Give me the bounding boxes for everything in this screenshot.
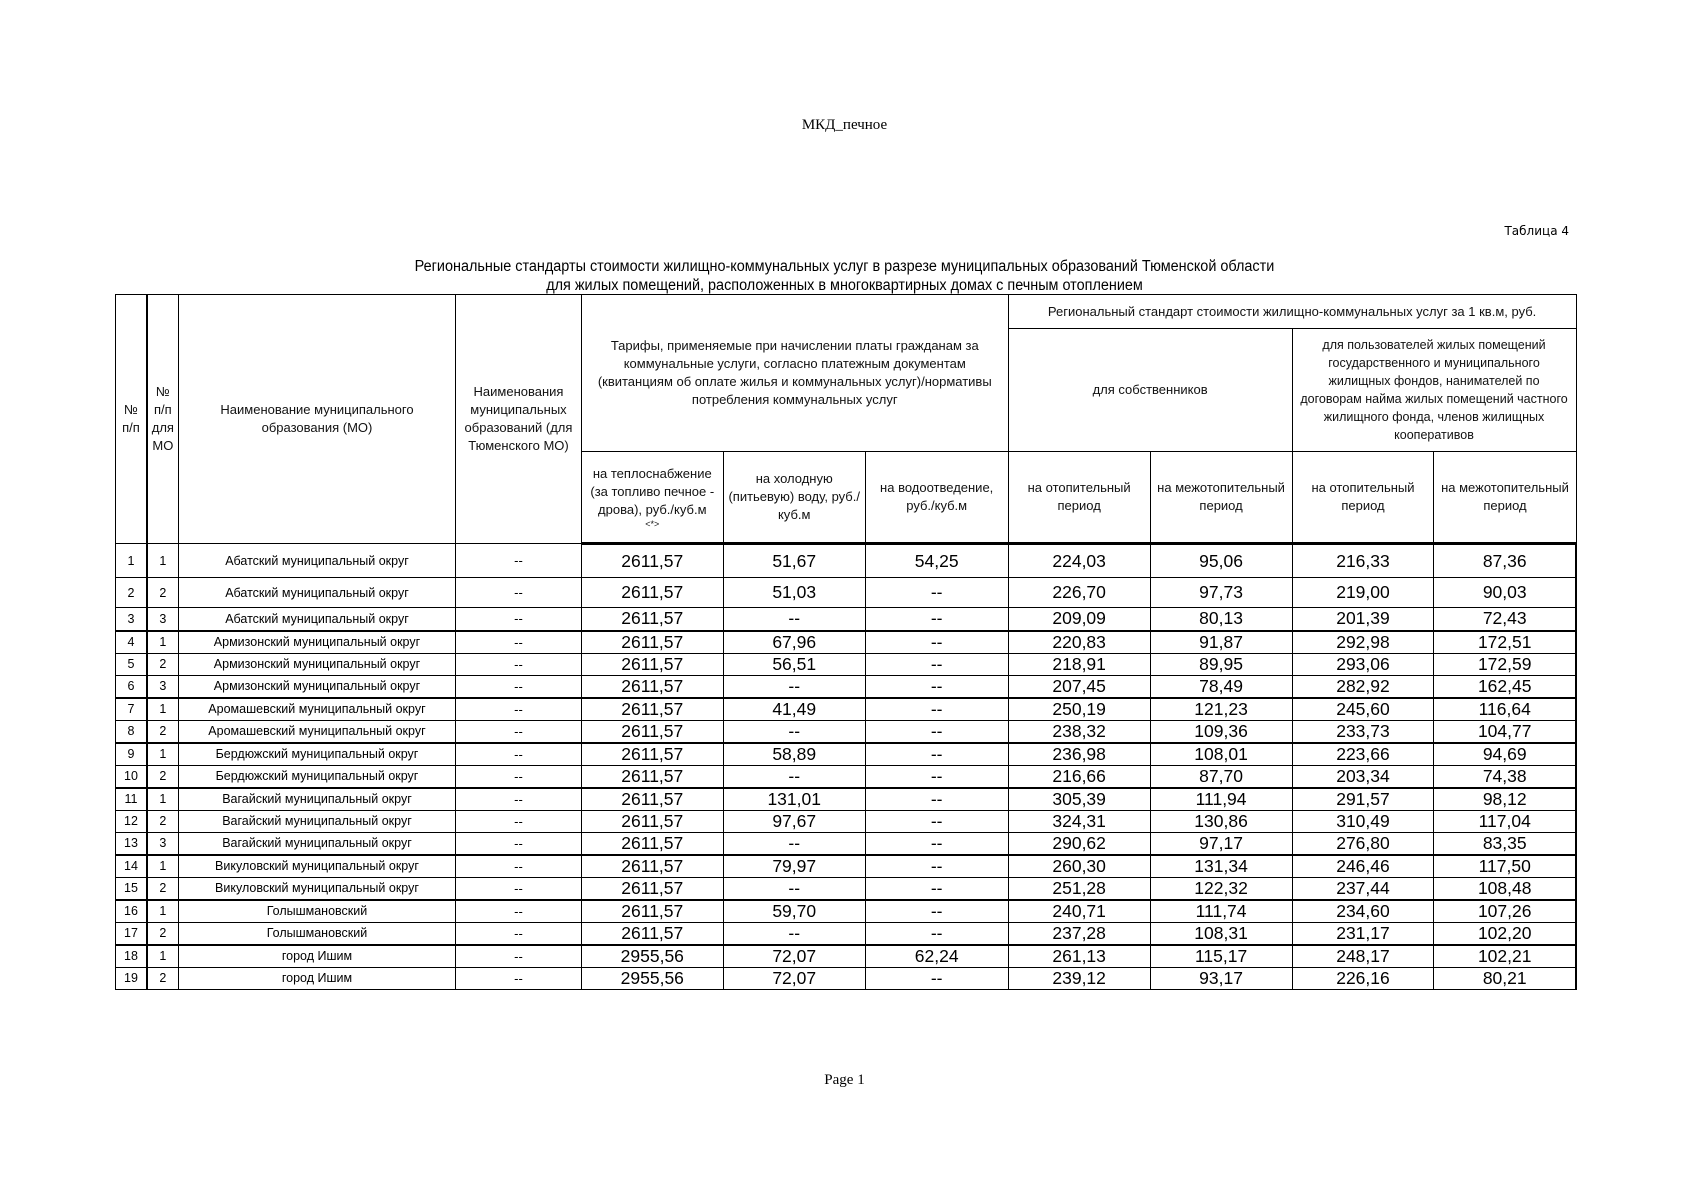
cell-tenants-nonheating: 116,64 <box>1434 698 1576 721</box>
cell-owners-nonheating: 97,73 <box>1150 578 1292 608</box>
cell-no: 12 <box>116 810 147 832</box>
cell-owners-heating: 260,30 <box>1008 855 1150 878</box>
cell-owners-heating: 226,70 <box>1008 578 1150 608</box>
cell-heat-supply: 2611,57 <box>581 653 723 675</box>
cell-mo-tyumen: -- <box>456 877 582 900</box>
cell-no-mo: 3 <box>147 832 178 855</box>
cell-mo-tyumen: -- <box>456 631 582 654</box>
header-mo-name: Наименование муниципального образования (МО) <box>178 295 455 544</box>
cell-tenants-nonheating: 98,12 <box>1434 788 1576 811</box>
cell-no: 1 <box>116 544 147 578</box>
cell-owners-heating: 207,45 <box>1008 675 1150 698</box>
cell-drainage: -- <box>865 631 1008 654</box>
table-row <box>116 675 1577 698</box>
table-row <box>116 578 1577 608</box>
cell-no: 2 <box>116 578 147 608</box>
cell-cold-water: -- <box>723 765 865 788</box>
cell-mo-tyumen: -- <box>456 544 582 578</box>
cell-heat-supply: 2611,57 <box>581 788 723 811</box>
cell-drainage: -- <box>865 810 1008 832</box>
table-row <box>116 788 1577 811</box>
cell-cold-water: 131,01 <box>723 788 865 811</box>
cell-tenants-heating: 203,34 <box>1292 765 1434 788</box>
cell-tenants-heating: 248,17 <box>1292 945 1434 968</box>
cell-owners-nonheating: 131,34 <box>1150 855 1292 878</box>
cell-owners-heating: 237,28 <box>1008 922 1150 945</box>
cell-owners-heating: 218,91 <box>1008 653 1150 675</box>
cell-drainage: -- <box>865 765 1008 788</box>
cell-owners-heating: 305,39 <box>1008 788 1150 811</box>
cell-tenants-heating: 237,44 <box>1292 877 1434 900</box>
header-heat-supply-label: на теплоснабжение (за топливо печное - дрова), руб./куб.м <box>590 466 715 517</box>
cell-cold-water: -- <box>723 832 865 855</box>
cell-no-mo: 2 <box>147 578 178 608</box>
header-subgroup-owners: для собственников <box>1008 329 1292 452</box>
cell-cold-water: 67,96 <box>723 631 865 654</box>
cell-owners-nonheating: 78,49 <box>1150 675 1292 698</box>
cell-mo-tyumen: -- <box>456 743 582 766</box>
cell-heat-supply: 2611,57 <box>581 544 723 578</box>
cell-drainage: -- <box>865 788 1008 811</box>
cell-mo-name: Голышмановский <box>178 922 455 945</box>
cell-no: 9 <box>116 743 147 766</box>
page-footer: Page 1 <box>824 1072 865 1088</box>
cell-owners-heating: 250,19 <box>1008 698 1150 721</box>
cell-tenants-heating: 246,46 <box>1292 855 1434 878</box>
cell-no-mo: 1 <box>147 945 178 968</box>
header-owners-nonheating-period: на межотопительный период <box>1150 452 1292 544</box>
header-no: № п/п <box>116 295 147 544</box>
cell-no-mo: 1 <box>147 698 178 721</box>
cell-tenants-heating: 292,98 <box>1292 631 1434 654</box>
cell-drainage: -- <box>865 698 1008 721</box>
table-row <box>116 810 1577 832</box>
table-row <box>116 631 1577 654</box>
cell-owners-heating: 220,83 <box>1008 631 1150 654</box>
cell-no-mo: 2 <box>147 967 178 989</box>
cell-no: 19 <box>116 967 147 989</box>
cell-no: 16 <box>116 900 147 923</box>
cell-tenants-heating: 223,66 <box>1292 743 1434 766</box>
cell-heat-supply: 2611,57 <box>581 900 723 923</box>
cell-mo-name: Вагайский муниципальный округ <box>178 832 455 855</box>
cell-cold-water: 59,70 <box>723 900 865 923</box>
header-heat-supply <box>581 452 723 544</box>
cell-mo-tyumen: -- <box>456 922 582 945</box>
cell-drainage: -- <box>865 578 1008 608</box>
header-subgroup-tenants: для пользователей жилых помещений государственного и муниципального жилищных фондов, нанимателей по договорам найма жилых помещений частного жилищного фонда, членов жилищных кооперативов <box>1292 329 1576 452</box>
cell-owners-heating: 240,71 <box>1008 900 1150 923</box>
cell-heat-supply: 2611,57 <box>581 832 723 855</box>
cell-cold-water: 72,07 <box>723 967 865 989</box>
cell-cold-water: -- <box>723 922 865 945</box>
cell-tenants-nonheating: 94,69 <box>1434 743 1576 766</box>
cell-heat-supply: 2611,57 <box>581 855 723 878</box>
cell-owners-heating: 209,09 <box>1008 608 1150 631</box>
cell-drainage: -- <box>865 653 1008 675</box>
cell-owners-heating: 290,62 <box>1008 832 1150 855</box>
cell-heat-supply: 2955,56 <box>581 945 723 968</box>
cell-tenants-nonheating: 172,51 <box>1434 631 1576 654</box>
cell-mo-name: Викуловский муниципальный округ <box>178 855 455 878</box>
cell-no-mo: 2 <box>147 653 178 675</box>
cell-tenants-nonheating: 172,59 <box>1434 653 1576 675</box>
cell-heat-supply: 2611,57 <box>581 720 723 743</box>
cell-no: 14 <box>116 855 147 878</box>
cell-owners-heating: 238,32 <box>1008 720 1150 743</box>
cell-mo-tyumen: -- <box>456 720 582 743</box>
cell-drainage: -- <box>865 900 1008 923</box>
title-line-2: для жилых помещений, расположенных в многоквартирных домах с печным отоплением <box>546 277 1143 294</box>
cell-tenants-heating: 310,49 <box>1292 810 1434 832</box>
page-header: МКД_печное <box>801 117 888 133</box>
cell-mo-name: Бердюжский муниципальный округ <box>178 743 455 766</box>
cell-no: 18 <box>116 945 147 968</box>
cell-tenants-nonheating: 90,03 <box>1434 578 1576 608</box>
cell-drainage: -- <box>865 743 1008 766</box>
cell-mo-tyumen: -- <box>456 832 582 855</box>
cell-no-mo: 1 <box>147 631 178 654</box>
cell-tenants-nonheating: 102,21 <box>1434 945 1576 968</box>
cell-heat-supply: 2611,57 <box>581 698 723 721</box>
cell-mo-tyumen: -- <box>456 810 582 832</box>
cell-mo-name: Абатский муниципальный округ <box>178 608 455 631</box>
table-row <box>116 877 1577 900</box>
cell-owners-heating: 239,12 <box>1008 967 1150 989</box>
table-label: Таблица 4 <box>1504 224 1569 238</box>
cell-owners-nonheating: 91,87 <box>1150 631 1292 654</box>
cell-no: 17 <box>116 922 147 945</box>
cell-drainage: -- <box>865 922 1008 945</box>
cell-tenants-heating: 201,39 <box>1292 608 1434 631</box>
cell-tenants-heating: 219,00 <box>1292 578 1434 608</box>
cell-mo-name: Аромашевский муниципальный округ <box>178 720 455 743</box>
header-no-mo: № п/п для МО <box>147 295 178 544</box>
cell-owners-nonheating: 89,95 <box>1150 653 1292 675</box>
cell-mo-tyumen: -- <box>456 698 582 721</box>
cell-tenants-heating: 216,33 <box>1292 544 1434 578</box>
cell-mo-name: Вагайский муниципальный округ <box>178 788 455 811</box>
table-row <box>116 653 1577 675</box>
cell-owners-nonheating: 80,13 <box>1150 608 1292 631</box>
cell-no-mo: 1 <box>147 544 178 578</box>
tariff-table <box>115 294 1577 990</box>
cell-owners-nonheating: 108,01 <box>1150 743 1292 766</box>
header-group-tariffs: Тарифы, применяемые при начислении платы гражданам за коммунальные услуги, согласно платежным документам (квитанциям об оплате жилья и коммунальных услуг)/нормативы потребления коммунальных услуг <box>581 295 1008 452</box>
cell-mo-name: Вагайский муниципальный округ <box>178 810 455 832</box>
cell-tenants-heating: 234,60 <box>1292 900 1434 923</box>
header-cold-water: на холодную (питьевую) воду, руб./куб.м <box>723 452 865 544</box>
cell-owners-heating: 261,13 <box>1008 945 1150 968</box>
cell-heat-supply: 2611,57 <box>581 877 723 900</box>
cell-cold-water: -- <box>723 608 865 631</box>
cell-cold-water: 51,03 <box>723 578 865 608</box>
title-line-1: Региональные стандарты стоимости жилищно-коммунальных услуг в разрезе муниципальных образований Тюменской области <box>414 258 1275 275</box>
cell-tenants-heating: 226,16 <box>1292 967 1434 989</box>
cell-tenants-heating: 245,60 <box>1292 698 1434 721</box>
table-row <box>116 855 1577 878</box>
cell-tenants-heating: 233,73 <box>1292 720 1434 743</box>
cell-no-mo: 1 <box>147 743 178 766</box>
table-row <box>116 945 1577 968</box>
cell-heat-supply: 2611,57 <box>581 578 723 608</box>
cell-owners-nonheating: 97,17 <box>1150 832 1292 855</box>
cell-drainage: 62,24 <box>865 945 1008 968</box>
cell-no-mo: 1 <box>147 900 178 923</box>
cell-owners-nonheating: 121,23 <box>1150 698 1292 721</box>
cell-owners-nonheating: 109,36 <box>1150 720 1292 743</box>
cell-mo-name: Армизонский муниципальный округ <box>178 675 455 698</box>
cell-heat-supply: 2611,57 <box>581 631 723 654</box>
cell-heat-supply: 2611,57 <box>581 765 723 788</box>
cell-no: 10 <box>116 765 147 788</box>
cell-no: 4 <box>116 631 147 654</box>
cell-tenants-nonheating: 83,35 <box>1434 832 1576 855</box>
header-owners-heating-period: на отопительный период <box>1008 452 1150 544</box>
cell-tenants-nonheating: 87,36 <box>1434 544 1576 578</box>
cell-no-mo: 3 <box>147 608 178 631</box>
header-group-regional-standard: Региональный стандарт стоимости жилищно-коммунальных услуг за 1 кв.м, руб. <box>1008 295 1576 329</box>
cell-no: 13 <box>116 832 147 855</box>
cell-no: 5 <box>116 653 147 675</box>
cell-cold-water: 51,67 <box>723 544 865 578</box>
cell-tenants-heating: 231,17 <box>1292 922 1434 945</box>
cell-owners-nonheating: 111,94 <box>1150 788 1292 811</box>
cell-drainage: -- <box>865 720 1008 743</box>
cell-owners-nonheating: 115,17 <box>1150 945 1292 968</box>
cell-cold-water: -- <box>723 877 865 900</box>
table-row <box>116 720 1577 743</box>
cell-tenants-nonheating: 80,21 <box>1434 967 1576 989</box>
cell-mo-name: Аромашевский муниципальный округ <box>178 698 455 721</box>
cell-cold-water: -- <box>723 720 865 743</box>
cell-cold-water: 72,07 <box>723 945 865 968</box>
cell-mo-tyumen: -- <box>456 675 582 698</box>
cell-drainage: -- <box>865 967 1008 989</box>
cell-owners-nonheating: 108,31 <box>1150 922 1292 945</box>
cell-heat-supply: 2611,57 <box>581 743 723 766</box>
cell-mo-name: город Ишим <box>178 945 455 968</box>
cell-tenants-heating: 282,92 <box>1292 675 1434 698</box>
cell-drainage: -- <box>865 832 1008 855</box>
cell-tenants-nonheating: 102,20 <box>1434 922 1576 945</box>
cell-owners-heating: 324,31 <box>1008 810 1150 832</box>
cell-tenants-nonheating: 72,43 <box>1434 608 1576 631</box>
cell-mo-tyumen: -- <box>456 855 582 878</box>
cell-mo-name: Викуловский муниципальный округ <box>178 877 455 900</box>
cell-heat-supply: 2611,57 <box>581 608 723 631</box>
cell-tenants-nonheating: 117,50 <box>1434 855 1576 878</box>
cell-tenants-nonheating: 117,04 <box>1434 810 1576 832</box>
cell-mo-tyumen: -- <box>456 900 582 923</box>
cell-drainage: 54,25 <box>865 544 1008 578</box>
cell-heat-supply: 2611,57 <box>581 675 723 698</box>
cell-owners-nonheating: 87,70 <box>1150 765 1292 788</box>
table-row <box>116 922 1577 945</box>
cell-cold-water: -- <box>723 675 865 698</box>
table-row <box>116 900 1577 923</box>
header-mo-names-tyumen: Наименования муниципальных образований (для Тюменского МО) <box>456 295 582 544</box>
cell-no: 7 <box>116 698 147 721</box>
cell-no: 11 <box>116 788 147 811</box>
cell-owners-nonheating: 130,86 <box>1150 810 1292 832</box>
cell-mo-name: Абатский муниципальный округ <box>178 578 455 608</box>
cell-mo-tyumen: -- <box>456 653 582 675</box>
cell-heat-supply: 2955,56 <box>581 967 723 989</box>
cell-cold-water: 79,97 <box>723 855 865 878</box>
cell-tenants-heating: 293,06 <box>1292 653 1434 675</box>
cell-mo-tyumen: -- <box>456 945 582 968</box>
cell-cold-water: 56,51 <box>723 653 865 675</box>
cell-no-mo: 2 <box>147 877 178 900</box>
cell-no: 8 <box>116 720 147 743</box>
cell-mo-tyumen: -- <box>456 967 582 989</box>
cell-no-mo: 3 <box>147 675 178 698</box>
table-row <box>116 967 1577 989</box>
cell-owners-nonheating: 122,32 <box>1150 877 1292 900</box>
footnote-marker: <*> <box>645 519 660 529</box>
cell-drainage: -- <box>865 855 1008 878</box>
table-row <box>116 765 1577 788</box>
cell-owners-heating: 236,98 <box>1008 743 1150 766</box>
header-drainage: на водоотведение, руб./куб.м <box>865 452 1008 544</box>
tariff-table-container <box>115 294 1577 990</box>
cell-owners-heating: 224,03 <box>1008 544 1150 578</box>
table-row <box>116 698 1577 721</box>
cell-no: 6 <box>116 675 147 698</box>
cell-no: 3 <box>116 608 147 631</box>
cell-drainage: -- <box>865 675 1008 698</box>
cell-tenants-nonheating: 107,26 <box>1434 900 1576 923</box>
cell-cold-water: 97,67 <box>723 810 865 832</box>
cell-owners-nonheating: 95,06 <box>1150 544 1292 578</box>
table-body <box>116 544 1577 990</box>
table-row <box>116 544 1577 578</box>
cell-tenants-nonheating: 108,48 <box>1434 877 1576 900</box>
cell-mo-name: Армизонский муниципальный округ <box>178 653 455 675</box>
cell-drainage: -- <box>865 608 1008 631</box>
cell-mo-name: Бердюжский муниципальный округ <box>178 765 455 788</box>
cell-owners-nonheating: 93,17 <box>1150 967 1292 989</box>
cell-mo-tyumen: -- <box>456 578 582 608</box>
cell-owners-heating: 216,66 <box>1008 765 1150 788</box>
cell-mo-name: Абатский муниципальный округ <box>178 544 455 578</box>
cell-no-mo: 1 <box>147 855 178 878</box>
cell-no-mo: 2 <box>147 765 178 788</box>
cell-owners-nonheating: 111,74 <box>1150 900 1292 923</box>
cell-cold-water: 58,89 <box>723 743 865 766</box>
cell-heat-supply: 2611,57 <box>581 922 723 945</box>
header-tenants-heating-period: на отопительный период <box>1292 452 1434 544</box>
cell-mo-tyumen: -- <box>456 765 582 788</box>
cell-heat-supply: 2611,57 <box>581 810 723 832</box>
cell-no: 15 <box>116 877 147 900</box>
cell-tenants-nonheating: 74,38 <box>1434 765 1576 788</box>
cell-mo-name: город Ишим <box>178 967 455 989</box>
cell-mo-tyumen: -- <box>456 608 582 631</box>
cell-mo-name: Армизонский муниципальный округ <box>178 631 455 654</box>
cell-cold-water: 41,49 <box>723 698 865 721</box>
cell-tenants-heating: 291,57 <box>1292 788 1434 811</box>
header-tenants-nonheating-period: на межотопительный период <box>1434 452 1576 544</box>
cell-tenants-nonheating: 162,45 <box>1434 675 1576 698</box>
cell-tenants-heating: 276,80 <box>1292 832 1434 855</box>
cell-tenants-nonheating: 104,77 <box>1434 720 1576 743</box>
table-row <box>116 608 1577 631</box>
cell-mo-tyumen: -- <box>456 788 582 811</box>
cell-drainage: -- <box>865 877 1008 900</box>
cell-owners-heating: 251,28 <box>1008 877 1150 900</box>
cell-no-mo: 2 <box>147 720 178 743</box>
cell-mo-name: Голышмановский <box>178 900 455 923</box>
document-title <box>59 257 1630 295</box>
cell-no-mo: 2 <box>147 810 178 832</box>
cell-no-mo: 1 <box>147 788 178 811</box>
cell-no-mo: 2 <box>147 922 178 945</box>
table-row <box>116 832 1577 855</box>
table-row <box>116 743 1577 766</box>
